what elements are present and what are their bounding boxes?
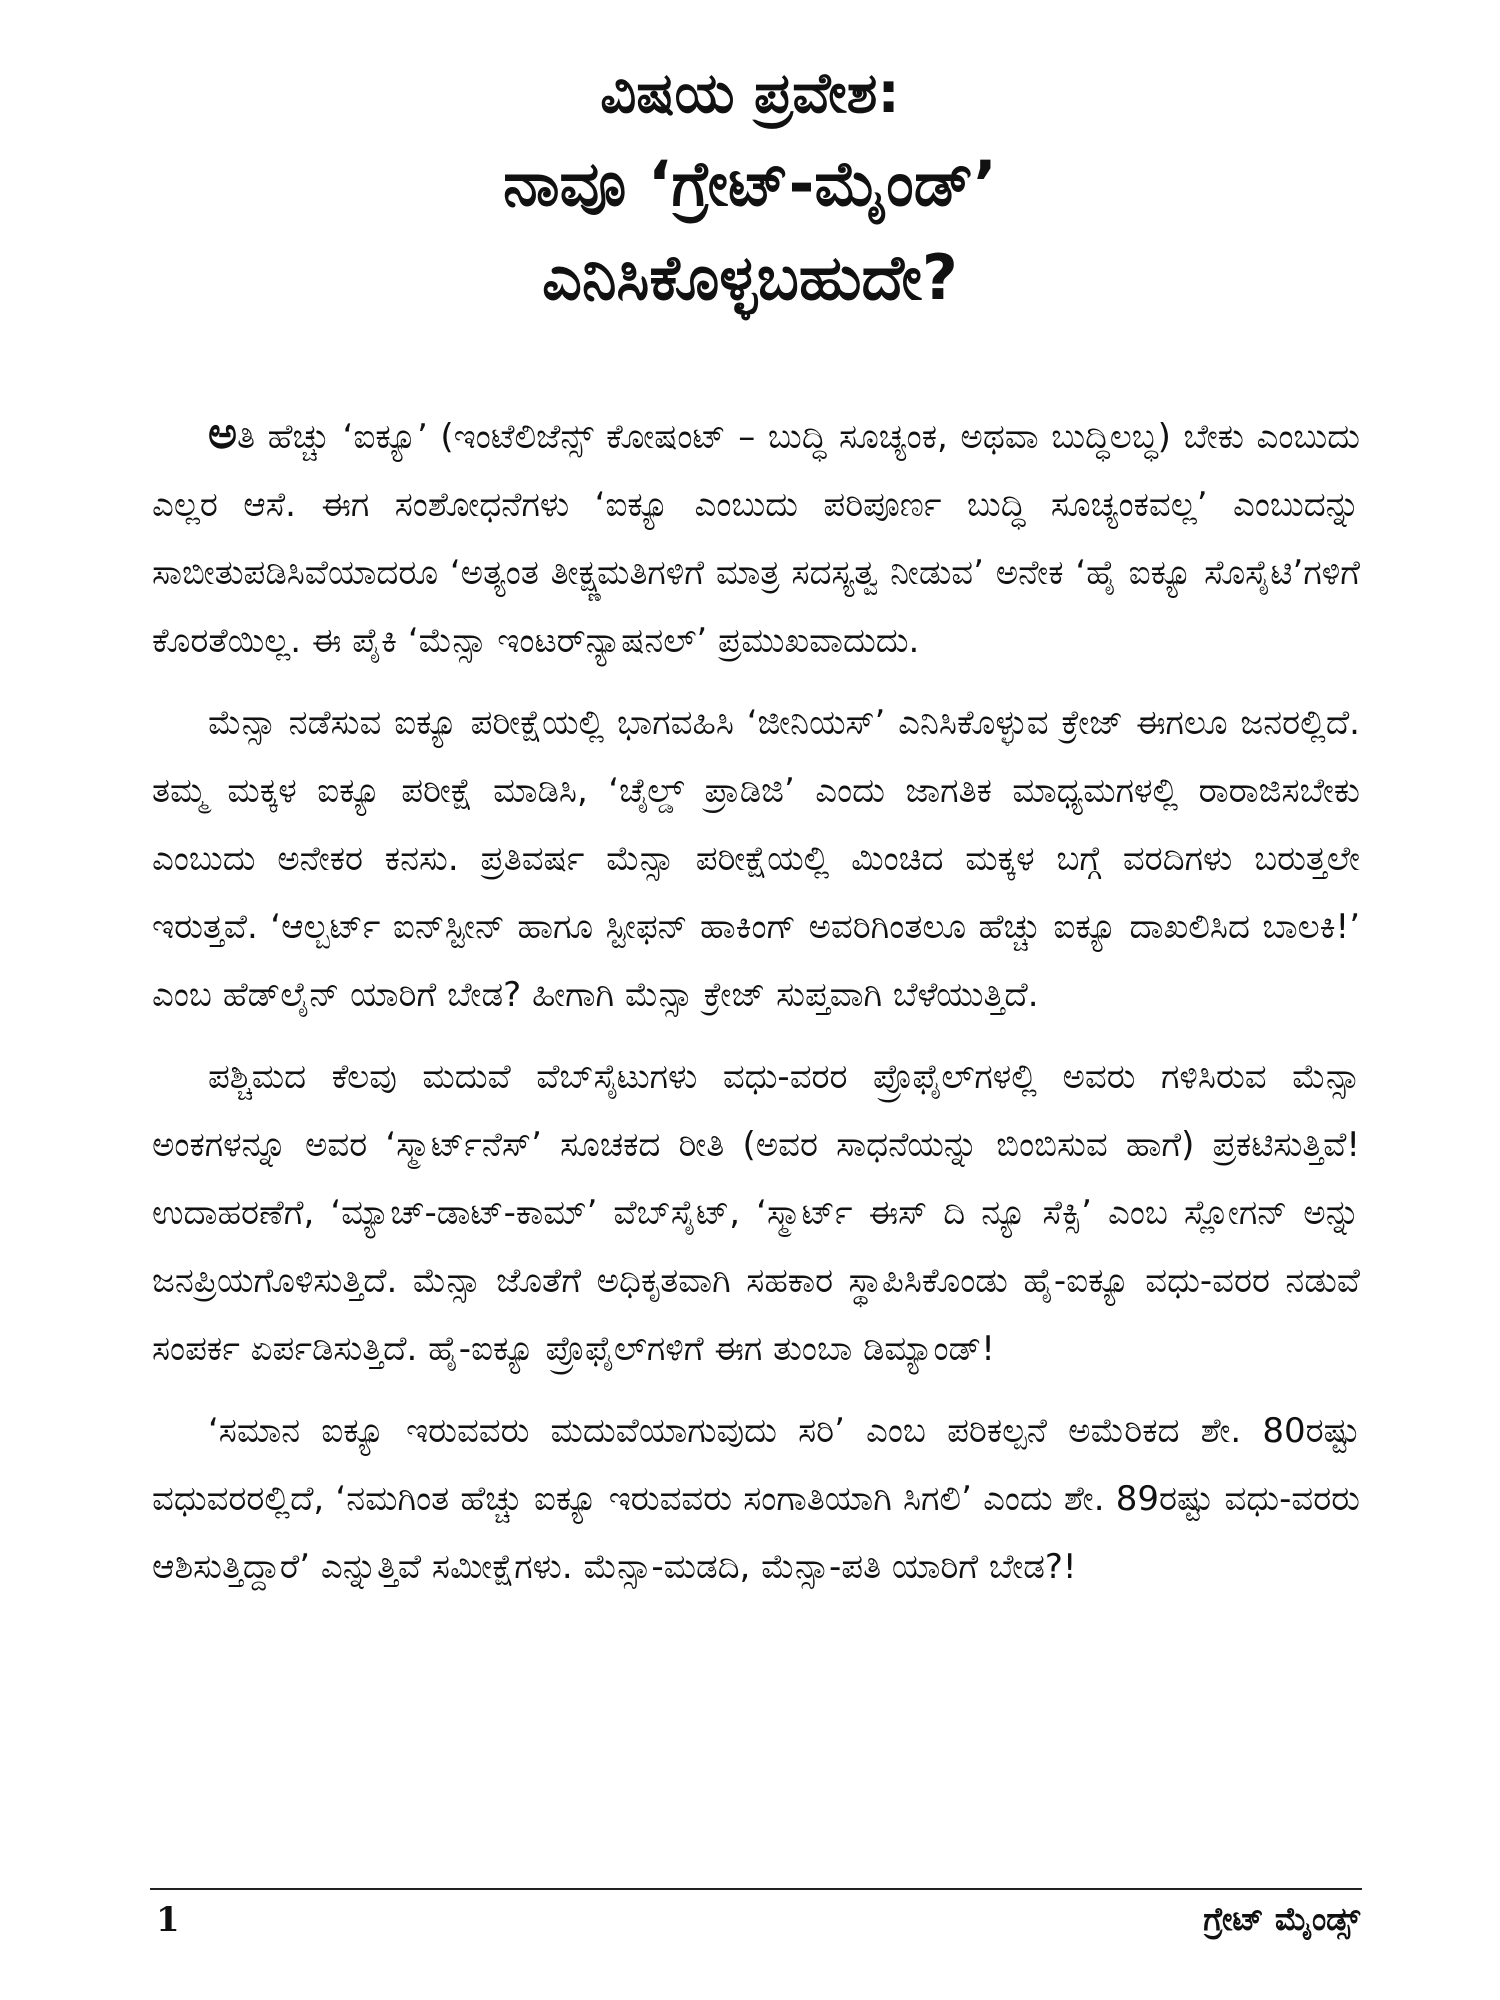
chapter-label: ವಿಷಯ ಪ್ರವೇಶ:	[600, 61, 900, 126]
running-footer-title: ಗ್ರೇಟ್ ಮೈಂಡ್ಸ್	[1203, 1900, 1360, 1938]
footer-divider	[150, 1888, 1362, 1890]
paragraph-3: ಪಶ್ಚಿಮದ ಕೆಲವು ಮದುವೆ ವೆಬ್‌ಸೈಟುಗಳು ವಧು-ವರರ ಪ್ರೊಫೈಲ್‌ಗಳಲ್ಲಿ ಅವರು ಗಳಿಸಿರುವ ಮೆನ್ಸಾ ಅಂಕಗಳನ್ನೂ ಅವರ ‘ಸ್ಮಾರ್ಟ್‌ನೆಸ್’ ಸೂಚಕದ ರೀತಿ (ಅವರ ಸಾಧನೆಯನ್ನು ಬಿಂಬಿಸುವ ಹಾಗೆ) ಪ್ರಕಟಿಸುತ್ತಿವೆ! ಉದಾಹರಣೆಗೆ, ‘ಮ್ಯಾಚ್-ಡಾಟ್-ಕಾಮ್’ ವೆಬ್‌ಸೈಟ್, ‘ಸ್ಮಾರ್ಟ್ ಈಸ್ ದಿ ನ್ಯೂ ಸೆಕ್ಸಿ’ ಎಂಬ ಸ್ಲೋಗನ್ ಅನ್ನು ಜನಪ್ರಿಯಗೊಳಿಸುತ್ತಿದೆ. ಮೆನ್ಸಾ ಜೊತೆಗೆ ಅಧಿಕೃತವಾಗಿ ಸಹಕಾರ ಸ್ಥಾಪಿಸಿಕೊಂಡು ಹೈ-ಐಕ್ಯೂ ವಧು-ವರರ ನಡುವೆ ಸಂಪರ್ಕ ಏರ್ಪಡಿಸುತ್ತಿದೆ. ಹೈ-ಐಕ್ಯೂ ಪ್ರೊಫೈಲ್‌ಗಳಿಗೆ ಈಗ ತುಂಬಾ ಡಿಮ್ಯಾಂಡ್!	[152, 1057, 1361, 1369]
paragraph-1-text: ತಿ ಹೆಚ್ಚು ‘ಐಕ್ಯೂ’ (ಇಂಟೆಲಿಜೆನ್ಸ್ ಕೋಷಂಟ್ – ಬುದ್ಧಿ ಸೂಚ್ಯಂಕ, ಅಥವಾ ಬುದ್ಧಿಲಬ್ಧ) ಬೇಕು ಎಂಬುದು ಎಲ್ಲರ ಆಸೆ. ಈಗ ಸಂಶೋಧನೆಗಳು ‘ಐಕ್ಯೂ ಎಂಬುದು ಪರಿಪೂರ್ಣ ಬುದ್ಧಿ ಸೂಚ್ಯಂಕವಲ್ಲ’ ಎಂಬುದನ್ನು ಸಾಬೀತುಪಡಿಸಿವೆಯಾದರೂ ‘ಅತ್ಯಂತ ತೀಕ್ಷ್ಣಮತಿಗಳಿಗೆ ಮಾತ್ರ ಸದಸ್ಯತ್ವ ನೀಡುವ’ ಅನೇಕ ‘ಹೈ ಐಕ್ಯೂ ಸೊಸೈಟಿ’ಗಳಿಗೆ ಕೊರತೆಯಿಲ್ಲ. ಈ ಪೈಕಿ ‘ಮೆನ್ಸಾ ಇಂಟರ್‌ನ್ಯಾಷನಲ್’ ಪ್ರಮುಖವಾದುದು.	[152, 417, 1360, 661]
chapter-title-line-1: ನಾವೂ ‘ಗ್ರೇಟ್-ಮೈಂಡ್’	[503, 147, 997, 220]
paragraph-2: ಮೆನ್ಸಾ ನಡೆಸುವ ಐಕ್ಯೂ ಪರೀಕ್ಷೆಯಲ್ಲಿ ಭಾಗವಹಿಸಿ ‘ಜೀನಿಯಸ್’ ಎನಿಸಿಕೊಳ್ಳುವ ಕ್ರೇಜ್ ಈಗಲೂ ಜನರಲ್ಲಿದೆ. ತಮ್ಮ ಮಕ್ಕಳ ಐಕ್ಯೂ ಪರೀಕ್ಷೆ ಮಾಡಿಸಿ, ‘ಚೈಲ್ಡ್ ಪ್ರಾಡಿಜಿ’ ಎಂದು ಜಾಗತಿಕ ಮಾಧ್ಯಮಗಳಲ್ಲಿ ರಾರಾಜಿಸಬೇಕು ಎಂಬುದು ಅನೇಕರ ಕನಸು. ಪ್ರತಿವರ್ಷ ಮೆನ್ಸಾ ಪರೀಕ್ಷೆಯಲ್ಲಿ ಮಿಂಚಿದ ಮಕ್ಕಳ ಬಗ್ಗೆ ವರದಿಗಳು ಬರುತ್ತಲೇ ಇರುತ್ತವೆ. ‘ಆಲ್ಬರ್ಟ್ ಐನ್‌ಸ್ಟೀನ್ ಹಾಗೂ ಸ್ಟೀಫನ್ ಹಾಕಿಂಗ್ ಅವರಿಗಿಂತಲೂ ಹೆಚ್ಚು ಐಕ್ಯೂ ದಾಖಲಿಸಿದ ಬಾಲಕಿ!’ ಎಂಬ ಹೆಡ್‌ಲೈನ್ ಯಾರಿಗೆ ಬೇಡ? ಹೀಗಾಗಿ ಮೆನ್ಸಾ ಕ್ರೇಜ್ ಸುಪ್ತವಾಗಿ ಬೆಳೆಯುತ್ತಿದೆ.	[152, 703, 1360, 1015]
chapter-body	[152, 400, 1360, 1615]
paragraph-4: ‘ಸಮಾನ ಐಕ್ಯೂ ಇರುವವರು ಮದುವೆಯಾಗುವುದು ಸರಿ’ ಎಂಬ ಪರಿಕಲ್ಪನೆ ಅಮೆರಿಕದ ಶೇ. 80ರಷ್ಟು ವಧುವರರಲ್ಲಿದೆ, ‘ನಮಗಿಂತ ಹೆಚ್ಚು ಐಕ್ಯೂ ಇರುವವರು ಸಂಗಾತಿಯಾಗಿ ಸಿಗಲಿ’ ಎಂದು ಶೇ. 89ರಷ್ಟು ವಧು-ವರರು ಆಶಿಸುತ್ತಿದ್ದಾರೆ’ ಎನ್ನುತ್ತಿವೆ ಸಮೀಕ್ಷೆಗಳು. ಮೆನ್ಸಾ-ಮಡದಿ, ಮೆನ್ಸಾ-ಪತಿ ಯಾರಿಗೆ ಬೇಡ?!	[152, 1411, 1360, 1587]
drop-cap: ಅ	[208, 408, 237, 459]
paragraph-1	[152, 400, 1360, 675]
page-number: 1	[156, 1900, 180, 1940]
chapter-title-line-2: ಎನಿಸಿಕೊಳ್ಳಬಹುದೇ?	[542, 241, 958, 314]
